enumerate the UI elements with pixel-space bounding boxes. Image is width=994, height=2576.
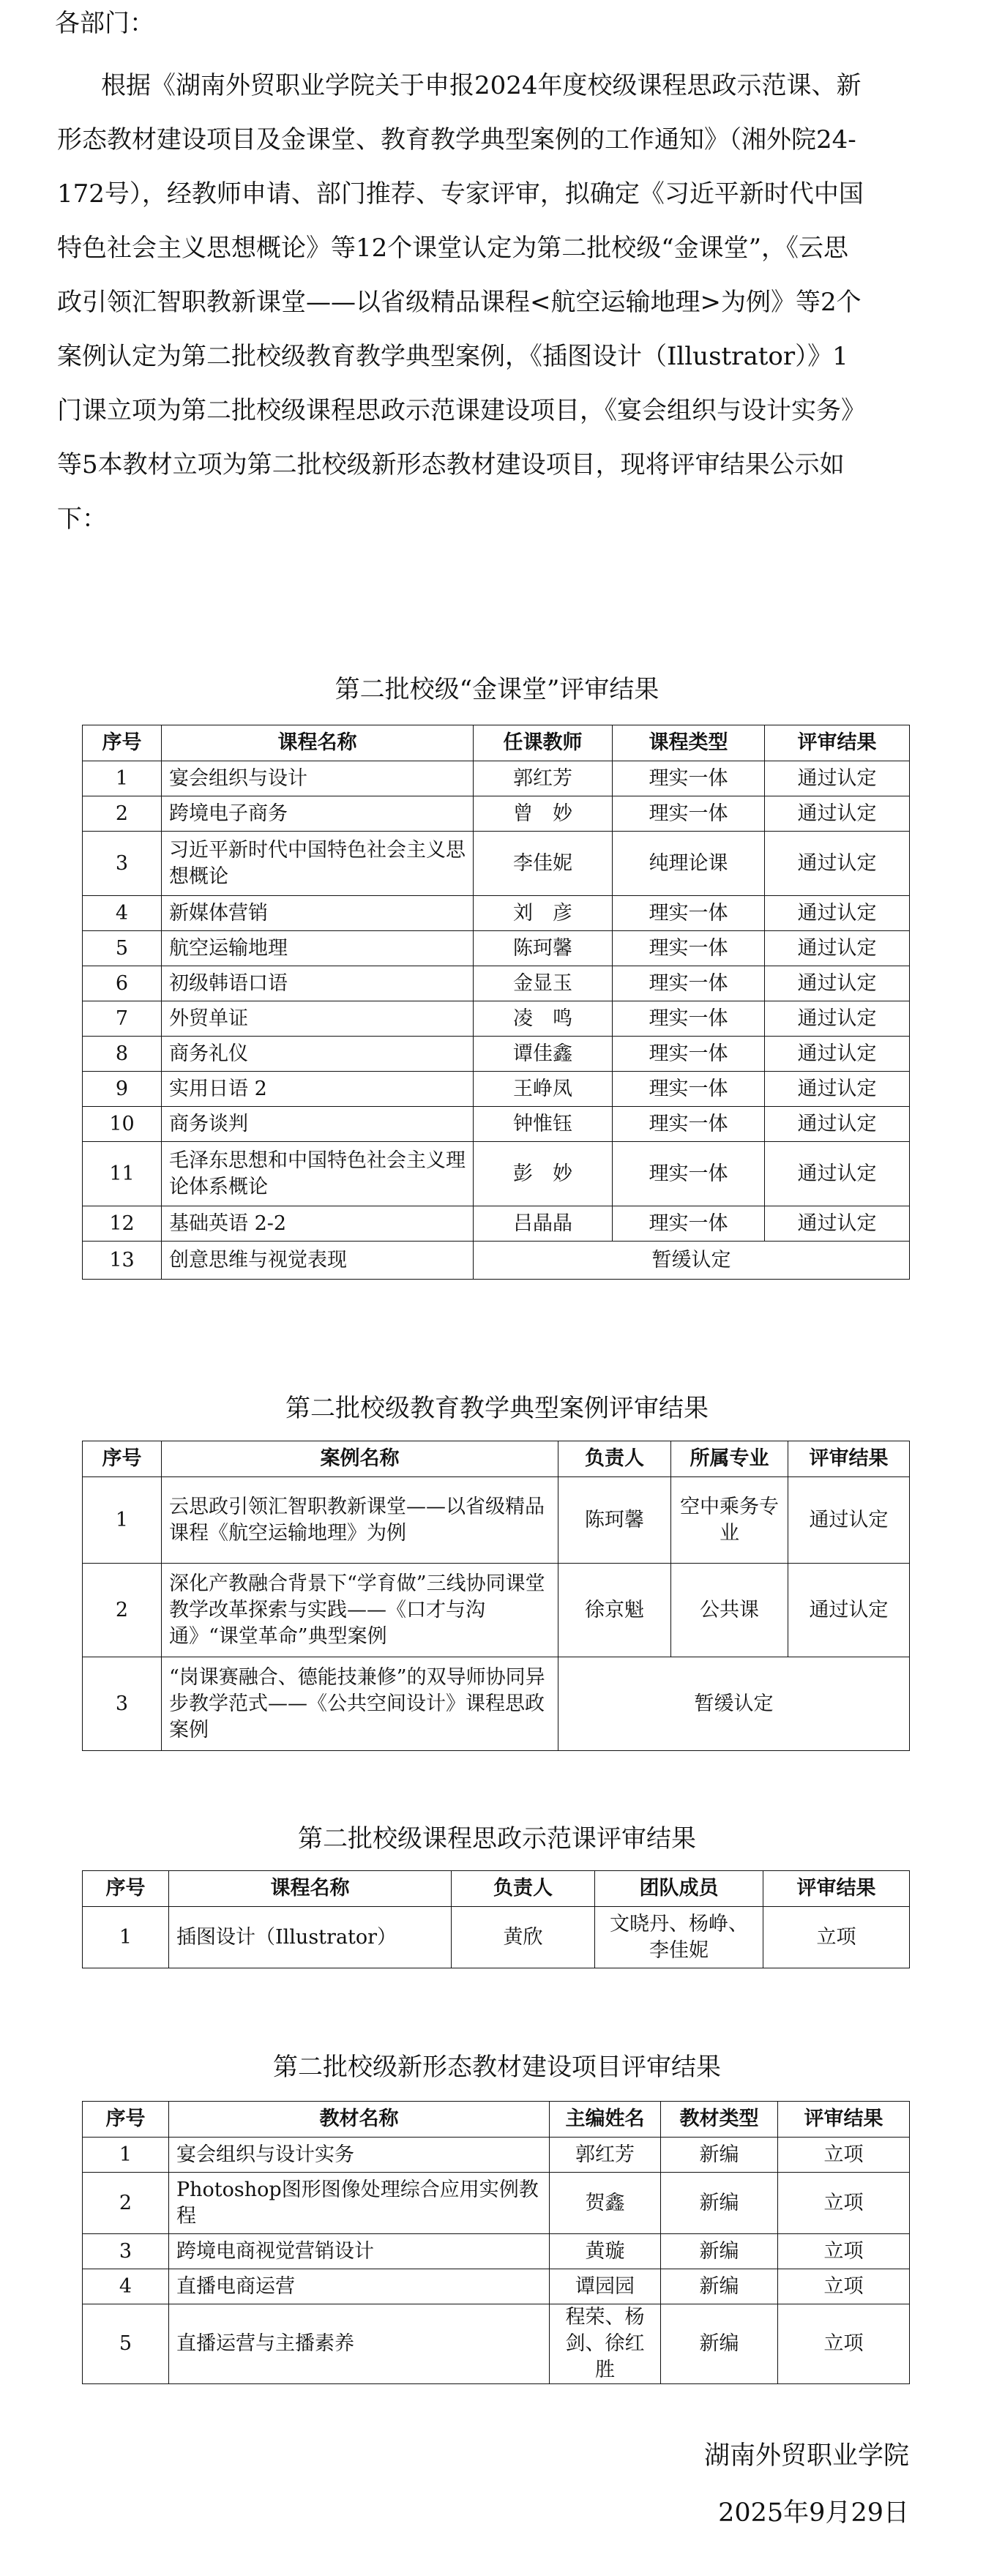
table-cell: 贺鑫	[550, 2173, 661, 2234]
table-cell: 新编	[661, 2138, 778, 2173]
table-cell: 空中乘务专业	[671, 1477, 788, 1564]
table-cell: 理实一体	[613, 796, 765, 832]
table-cell: 深化产教融合背景下“学育做”三线协同课堂教学改革探索与实践——《口才与沟通》“课堂革命”典型案例	[162, 1564, 558, 1657]
table-cell: 金显玉	[474, 966, 613, 1001]
table-cell: 宴会组织与设计实务	[169, 2138, 550, 2173]
table-cell: 立项	[778, 2234, 910, 2269]
table-row	[83, 1206, 910, 1242]
golden-header-type: 课程类型	[613, 725, 765, 761]
table-cell: 理实一体	[613, 1001, 765, 1037]
golden-header-result: 评审结果	[765, 725, 910, 761]
table-cell: 2	[83, 796, 162, 832]
ideology-header-members: 团队成员	[595, 1871, 763, 1907]
table-cell: 立项	[778, 2304, 910, 2384]
table-cell: 5	[83, 2304, 169, 2384]
table-cell: 通过认定	[765, 966, 910, 1001]
table-cell: 毛泽东思想和中国特色社会主义理论体系概论	[162, 1142, 474, 1206]
table-row	[83, 1037, 910, 1072]
table-cell: 4	[83, 896, 162, 931]
table-cell: 彭 妙	[474, 1142, 613, 1206]
table-cell: 7	[83, 1001, 162, 1037]
table-cell: 通过认定	[765, 1107, 910, 1142]
table-cell: 通过认定	[788, 1564, 910, 1657]
table-cell: 陈珂馨	[558, 1477, 671, 1564]
table-row	[83, 1477, 910, 1564]
ideology-header-leader: 负责人	[452, 1871, 595, 1907]
ideology-header-no: 序号	[83, 1871, 169, 1907]
cases-header-name: 案例名称	[162, 1441, 558, 1477]
table-cell: 通过认定	[765, 796, 910, 832]
golden-header-teacher: 任课教师	[474, 725, 613, 761]
table-cell: 通过认定	[765, 1142, 910, 1206]
table-cell: 8	[83, 1037, 162, 1072]
table-cell: 通过认定	[765, 931, 910, 966]
table-cell: 理实一体	[613, 1107, 765, 1142]
table-cell: 外贸单证	[162, 1001, 474, 1037]
table-cell: 通过认定	[788, 1477, 910, 1564]
table-cell: 1	[83, 2138, 169, 2173]
intro-paragraph: 根据《湖南外贸职业学院关于申报2024年度校级课程思政示范课、新形态教材建设项目及金课堂、教育教学典型案例的工作通知》（湘外院24-172号），经教师申请、部门推荐、专家评审，拟确定《习近平新时代中国特色社会主义思想概论》等12个课堂认定为第二批校级“金课堂”，《云思政引领汇智职教新课堂——以省级精品课程<航空运输地理>为例》等2个案例认定为第二批校级教育教学典型案例，《插图设计（Illustrator）》1门课立项为第二批校级课程思政示范课建设项目，《宴会组织与设计实务》等5本教材立项为第二批校级新形态教材建设项目，现将评审结果公示如下：	[57, 71, 866, 534]
table-cell: 商务谈判	[162, 1107, 474, 1142]
table-cell: 3	[83, 832, 162, 896]
ideology-table	[82, 1870, 910, 1968]
table-cell: 3	[83, 2234, 169, 2269]
golden-header-name: 课程名称	[162, 725, 474, 761]
table-cell: 新编	[661, 2269, 778, 2304]
table-cell: 实用日语 2	[162, 1072, 474, 1107]
table-cell: 黄璇	[550, 2234, 661, 2269]
table-cell: 直播运营与主播素养	[169, 2304, 550, 2384]
table-cell: 理实一体	[613, 931, 765, 966]
table-cell: 理实一体	[613, 896, 765, 931]
golden-deferred-no: 13	[83, 1242, 162, 1280]
table-cell: 理实一体	[613, 1206, 765, 1242]
table-cell: 通过认定	[765, 1037, 910, 1072]
table-cell: 理实一体	[613, 761, 765, 796]
table-cell: 新编	[661, 2234, 778, 2269]
table-cell: 1	[83, 1477, 162, 1564]
table-row	[83, 2138, 910, 2173]
table-row	[83, 1657, 910, 1751]
table-cell: 谭园园	[550, 2269, 661, 2304]
table-cell: 理实一体	[613, 1142, 765, 1206]
cases-table	[82, 1441, 910, 1751]
table-row	[83, 796, 910, 832]
cases-deferred-name: “岗课赛融合、德能技兼修”的双导师协同异步教学范式——《公共空间设计》课程思政案例	[162, 1657, 558, 1751]
table-cell: 谭佳鑫	[474, 1037, 613, 1072]
table-cell: 立项	[778, 2269, 910, 2304]
table-cell: 理实一体	[613, 966, 765, 1001]
cases-header-major: 所属专业	[671, 1441, 788, 1477]
table-row	[83, 966, 910, 1001]
table-row	[83, 2269, 910, 2304]
golden-deferred-name: 创意思维与视觉表现	[162, 1242, 474, 1280]
table-cell: 郭红芳	[474, 761, 613, 796]
golden-deferred-result: 暂缓认定	[474, 1242, 910, 1280]
table-row	[83, 832, 910, 896]
textbooks-header-name: 教材名称	[169, 2102, 550, 2138]
ideology-header-name: 课程名称	[169, 1871, 452, 1907]
textbooks-header-result: 评审结果	[778, 2102, 910, 2138]
table-cell: 10	[83, 1107, 162, 1142]
cases-header-result: 评审结果	[788, 1441, 910, 1477]
table-cell: 凌 鸣	[474, 1001, 613, 1037]
table-cell: 理实一体	[613, 1072, 765, 1107]
table-cell: 11	[83, 1142, 162, 1206]
ideology-header-result: 评审结果	[763, 1871, 910, 1907]
table-cell: 12	[83, 1206, 162, 1242]
table-row	[83, 1001, 910, 1037]
table-row	[83, 1142, 910, 1206]
table-cell: 2	[83, 1564, 162, 1657]
table-row	[83, 931, 910, 966]
table-cell: 新编	[661, 2304, 778, 2384]
textbooks-header-type: 教材类型	[661, 2102, 778, 2138]
textbooks-header-editor: 主编姓名	[550, 2102, 661, 2138]
golden-header-no: 序号	[83, 725, 162, 761]
table-row	[83, 1072, 910, 1107]
table-cell: 通过认定	[765, 1072, 910, 1107]
table-cell: 直播电商运营	[169, 2269, 550, 2304]
table-cell: 徐京魁	[558, 1564, 671, 1657]
table-cell: 文晓丹、杨峥、李佳妮	[595, 1907, 763, 1968]
cases-deferred-no: 3	[83, 1657, 162, 1751]
table-cell: 陈珂馨	[474, 931, 613, 966]
table-cell: 曾 妙	[474, 796, 613, 832]
table-cell: 立项	[763, 1907, 910, 1968]
table-cell: 吕晶晶	[474, 1206, 613, 1242]
cases-caption: 第二批校级教育教学典型案例评审结果	[285, 1394, 709, 1423]
table-row	[83, 1907, 910, 1968]
table-cell: 跨境电子商务	[162, 796, 474, 832]
table-cell: 习近平新时代中国特色社会主义思想概论	[162, 832, 474, 896]
table-cell: 通过认定	[765, 896, 910, 931]
table-cell: 立项	[778, 2138, 910, 2173]
golden-caption: 第二批校级“金课堂”评审结果	[335, 675, 659, 704]
table-row	[83, 761, 910, 796]
table-cell: 通过认定	[765, 761, 910, 796]
table-cell: 9	[83, 1072, 162, 1107]
table-cell: 插图设计（Illustrator）	[169, 1907, 452, 1968]
table-cell: 1	[83, 1907, 169, 1968]
table-cell: 初级韩语口语	[162, 966, 474, 1001]
cases-header-leader: 负责人	[558, 1441, 671, 1477]
table-cell: 5	[83, 931, 162, 966]
textbooks-caption: 第二批校级新形态教材建设项目评审结果	[273, 2053, 721, 2082]
table-row	[83, 2173, 910, 2234]
table-cell: 宴会组织与设计	[162, 761, 474, 796]
table-cell: 新编	[661, 2173, 778, 2234]
table-cell: Photoshop图形图像处理综合应用实例教程	[169, 2173, 550, 2234]
table-row	[83, 2234, 910, 2269]
table-cell: 1	[83, 761, 162, 796]
table-row	[83, 1107, 910, 1142]
table-row	[83, 1564, 910, 1657]
textbooks-table	[82, 2101, 910, 2384]
table-cell: 李佳妮	[474, 832, 613, 896]
cases-deferred-result: 暂缓认定	[558, 1657, 910, 1751]
ideology-caption: 第二批校级课程思政示范课评审结果	[298, 1824, 696, 1853]
table-cell: 通过认定	[765, 832, 910, 896]
table-cell: 刘 彦	[474, 896, 613, 931]
table-cell: 郭红芳	[550, 2138, 661, 2173]
table-cell: 程荣、杨剑、徐红胜	[550, 2304, 661, 2384]
table-cell: 黄欣	[452, 1907, 595, 1968]
table-row	[83, 896, 910, 931]
table-cell: 纯理论课	[613, 832, 765, 896]
table-cell: 新媒体营销	[162, 896, 474, 931]
table-cell: 理实一体	[613, 1037, 765, 1072]
table-cell: 公共课	[671, 1564, 788, 1657]
table-row	[83, 2304, 910, 2384]
signature-date: 2025年9月29日	[718, 2498, 909, 2528]
table-cell: 王峥凤	[474, 1072, 613, 1107]
table-cell: 6	[83, 966, 162, 1001]
golden-table	[82, 725, 910, 1280]
table-row	[83, 1242, 910, 1280]
table-cell: 2	[83, 2173, 169, 2234]
table-cell: 商务礼仪	[162, 1037, 474, 1072]
table-cell: 通过认定	[765, 1001, 910, 1037]
table-cell: 航空运输地理	[162, 931, 474, 966]
textbooks-header-no: 序号	[83, 2102, 169, 2138]
salutation: 各部门：	[55, 9, 154, 38]
table-cell: 云思政引领汇智职教新课堂——以省级精品课程《航空运输地理》为例	[162, 1477, 558, 1564]
signature-org: 湖南外贸职业学院	[703, 2441, 909, 2471]
table-cell: 通过认定	[765, 1206, 910, 1242]
cases-header-no: 序号	[83, 1441, 162, 1477]
table-cell: 跨境电商视觉营销设计	[169, 2234, 550, 2269]
table-cell: 4	[83, 2269, 169, 2304]
table-cell: 钟惟钰	[474, 1107, 613, 1142]
table-cell: 立项	[778, 2173, 910, 2234]
table-cell: 基础英语 2-2	[162, 1206, 474, 1242]
